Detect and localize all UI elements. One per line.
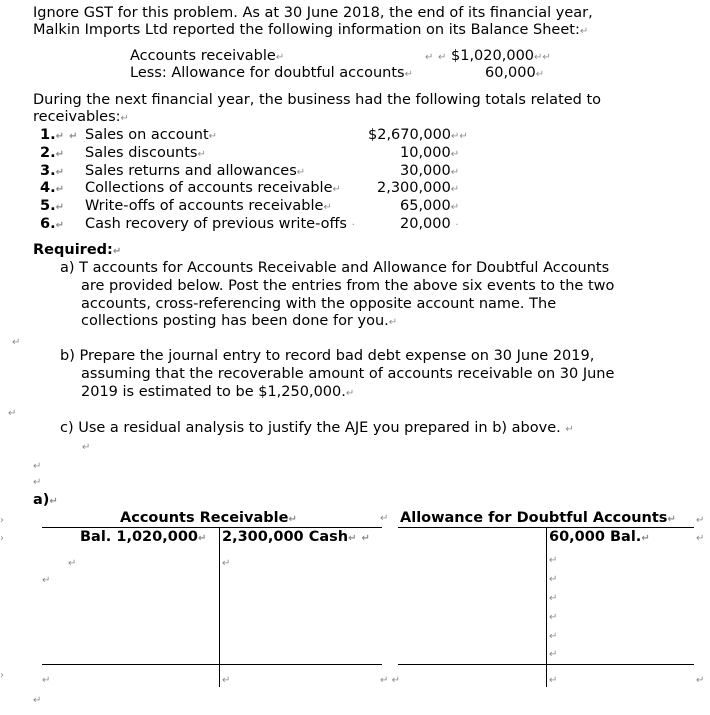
event-num: 6.↵ xyxy=(40,216,64,232)
t-account-ar-title: Accounts Receivable↵ xyxy=(120,510,297,526)
event-num: 1.↵ ↵ xyxy=(40,127,78,143)
t-account-allowance-divider xyxy=(546,527,547,687)
event-num: 5.↵ xyxy=(40,198,64,214)
t-account-allowance-title: Allowance for Doubtful Accounts↵ xyxy=(400,510,676,526)
t-account-allowance-credit: 60,000 Bal.↵ xyxy=(549,529,650,545)
paragraph-mark: ↵ xyxy=(549,593,558,604)
required-a-line: collections posting has been done for you.↵ xyxy=(81,313,398,329)
paragraph-mark: ↵ xyxy=(33,461,42,472)
event-value: 20,000 · xyxy=(400,216,459,232)
paragraph-mark: ↵ xyxy=(68,558,77,569)
required-a-line: are provided below. Post the entries from the above six events to the two xyxy=(81,278,615,294)
t-account-ar-bottom-rule xyxy=(42,664,382,665)
t-account-ar-top-rule xyxy=(42,527,382,528)
paragraph-mark: ↵ xyxy=(222,558,231,569)
paragraph-mark: ↵ xyxy=(42,675,51,686)
paragraph-mark: ↵ xyxy=(696,675,705,686)
paragraph-mark: ↵ xyxy=(12,337,21,348)
event-num: 2.↵ xyxy=(40,145,64,161)
event-label: Cash recovery of previous write-offs · xyxy=(85,216,355,232)
paragraph-mark: ↵ xyxy=(549,631,558,642)
required-c-line: c) Use a residual analysis to justify the AJE you prepared in b) above. ↵ xyxy=(60,420,574,436)
intro-line-1: Ignore GST for this problem. As at 30 June 2018, the end of its financial year, xyxy=(33,5,593,21)
margin-mark: › xyxy=(0,515,4,526)
bs-ar-label: Accounts receivable↵ xyxy=(130,48,285,64)
event-num: 3.↵ xyxy=(40,163,64,179)
required-a-line: accounts, cross-referencing with the opposite account name. The xyxy=(81,296,557,312)
margin-mark: › xyxy=(0,670,4,681)
paragraph-mark: ↵ xyxy=(33,695,42,706)
paragraph-mark: ↵ xyxy=(42,575,51,586)
t-account-ar-credit: 2,300,000 Cash↵ ↵ xyxy=(222,529,370,545)
event-value: 65,000↵ xyxy=(400,198,460,214)
event-value: $2,670,000↵↵ xyxy=(368,127,468,143)
paragraph-mark: ↵ ↵ xyxy=(380,675,400,686)
paragraph-mark: ↵ xyxy=(8,408,17,419)
event-label: Collections of accounts receivable↵ xyxy=(85,180,341,196)
paragraph-mark: ↵ xyxy=(696,533,705,544)
t-account-allowance-bottom-rule xyxy=(398,664,694,665)
event-label: Sales on account↵ xyxy=(85,127,218,143)
required-b-line: b) Prepare the journal entry to record bad debt expense on 30 June 2019, xyxy=(60,348,595,364)
event-value: 10,000↵ xyxy=(400,145,460,161)
paragraph-mark: ↵ xyxy=(222,675,231,686)
required-b-line: assuming that the recoverable amount of accounts receivable on 30 June xyxy=(81,366,615,382)
required-a-line: a) T accounts for Accounts Receivable and Allowance for Doubtful Accounts xyxy=(60,260,610,276)
t-account-ar-debit: Bal. 1,020,000↵ xyxy=(80,529,207,545)
paragraph-mark: ↵ xyxy=(549,574,558,585)
event-num: 4.↵ xyxy=(40,180,64,196)
required-heading: Required:↵ xyxy=(33,242,122,258)
paragraph-mark: ↵ xyxy=(82,442,91,453)
margin-mark: › xyxy=(0,533,4,544)
paragraph-mark: ↵ xyxy=(549,612,558,623)
next-year-line-2: receivables:↵ xyxy=(33,109,129,125)
paragraph-mark: ↵ xyxy=(380,513,389,524)
section-a-label: a)↵ xyxy=(33,492,58,508)
intro-line-2: Malkin Imports Ltd reported the following information on its Balance Sheet:↵ xyxy=(33,22,589,38)
paragraph-mark: ↵ xyxy=(549,555,558,566)
required-b-line: 2019 is estimated to be $1,250,000.↵ xyxy=(81,384,355,400)
paragraph-mark: ↵ xyxy=(549,649,558,660)
next-year-line-1: During the next financial year, the business had the following totals related to xyxy=(33,92,602,108)
event-label: Sales discounts↵ xyxy=(85,145,206,161)
event-value: 2,300,000↵ xyxy=(377,180,460,196)
t-account-ar-divider xyxy=(219,527,220,687)
paragraph-mark: ↵ xyxy=(33,477,42,488)
bs-allow-label: Less: Allowance for doubtful accounts↵ xyxy=(130,65,413,81)
bs-allow-value: 60,000↵ xyxy=(485,65,545,81)
paragraph-mark: ↵ xyxy=(549,675,558,686)
bs-ar-value: ↵ ↵ $1,020,000↵↵ xyxy=(425,48,551,64)
event-label: Write-offs of accounts receivable↵ xyxy=(85,198,332,214)
paragraph-mark: ↵ xyxy=(696,515,705,526)
event-label: Sales returns and allowances↵ xyxy=(85,163,306,179)
event-value: 30,000↵ xyxy=(400,163,460,179)
